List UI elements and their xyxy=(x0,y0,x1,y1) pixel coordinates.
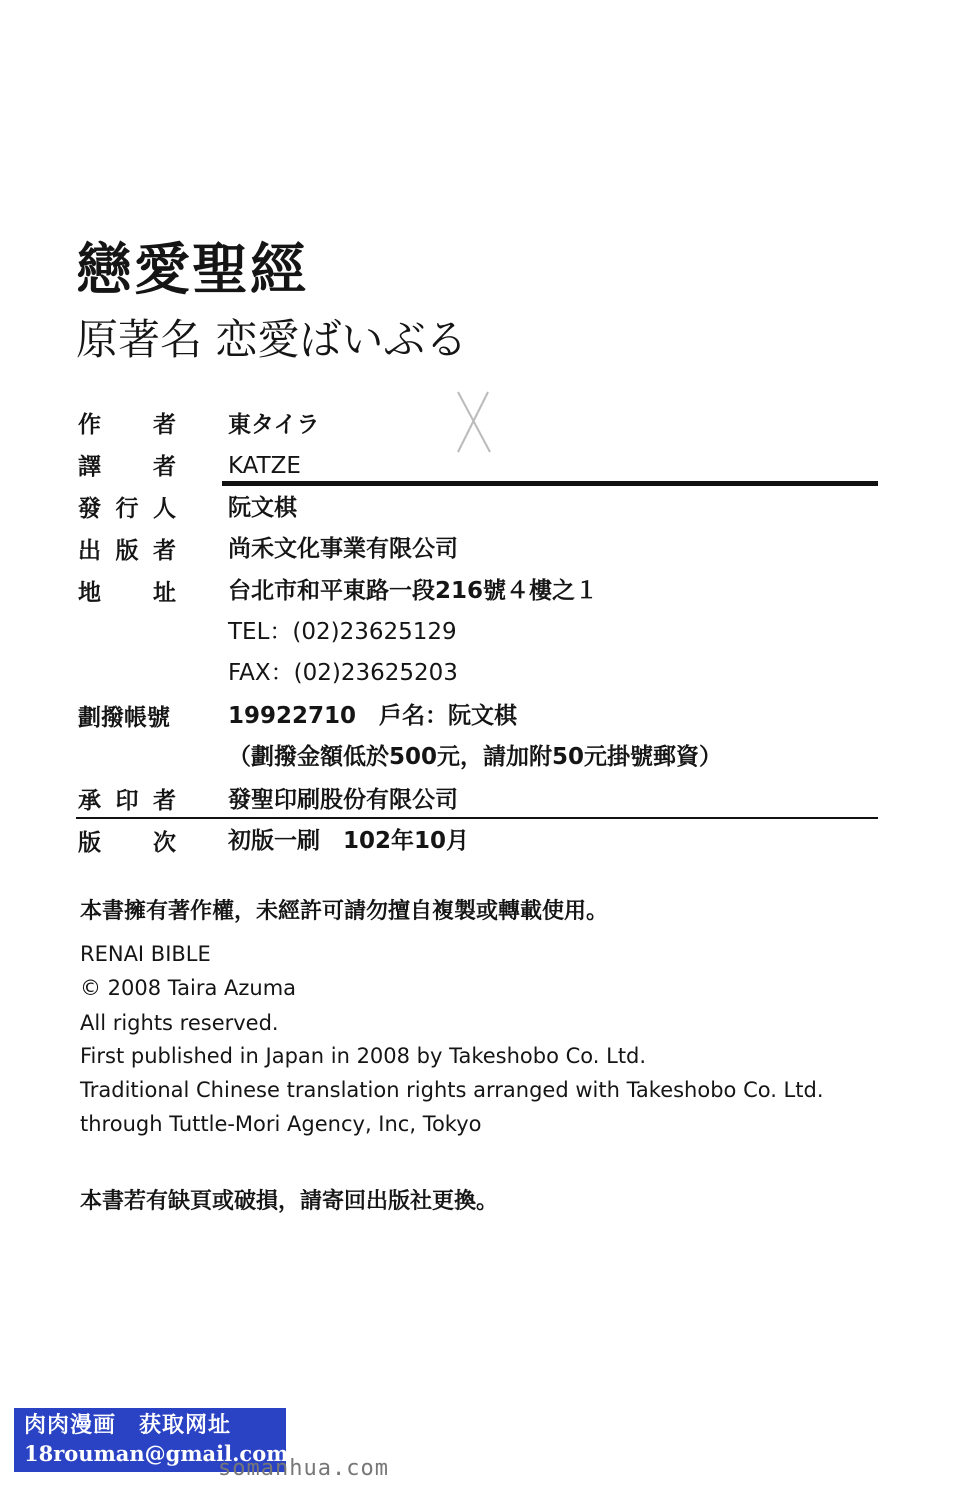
account-label: 劃撥帳號 xyxy=(78,705,170,731)
book-title: 戀愛聖經 xyxy=(76,238,308,303)
account-note: （劃撥金額低於500元，請加附50元掛號郵資） xyxy=(228,744,723,770)
copyright-line: First published in Japan in 2008 by Takeshobo Co. Ltd. xyxy=(80,1044,647,1068)
publisher-person-value: 阮文棋 xyxy=(228,495,297,521)
address-value: 台北市和平東路一段216號４樓之１ xyxy=(228,578,599,604)
copyright-line: through Tuttle-Mori Agency, Inc, Tokyo xyxy=(80,1112,482,1136)
printer-label: 承 印 者 xyxy=(78,788,176,814)
original-title: 原著名 恋愛ばいぶる xyxy=(76,315,468,364)
publisher-value: 尚禾文化事業有限公司 xyxy=(228,536,458,562)
translator-value: KATZE xyxy=(228,453,301,479)
copyright-line: © 2008 Taira Azuma xyxy=(80,976,297,1000)
address-label: 地 址 xyxy=(78,580,176,606)
promo-banner-email[interactable]: 18rouman@gmail.com xyxy=(24,1441,289,1466)
fax-value: FAX：(02)23625203 xyxy=(228,660,458,686)
copyright-line: All rights reserved. xyxy=(80,1011,279,1035)
copyright-line: Traditional Chinese translation rights arranged with Takeshobo Co. Ltd. xyxy=(80,1078,824,1102)
divider-thick xyxy=(222,481,878,486)
translator-label: 譯 者 xyxy=(78,454,176,480)
printer-value: 發聖印刷股份有限公司 xyxy=(228,787,458,813)
edition-value: 初版一刷 102年10月 xyxy=(228,828,470,854)
author-value: 東タイラ xyxy=(228,412,320,438)
account-value: 19922710 戶名：阮文棋 xyxy=(228,703,518,729)
copyright-notice: 本書擁有著作權，未經許可請勿擅自複製或轉載使用。 xyxy=(80,899,609,924)
replacement-notice: 本書若有缺頁或破損，請寄回出版社更換。 xyxy=(80,1189,499,1214)
publisher-person-label: 發 行 人 xyxy=(78,496,176,522)
promo-banner-title: 肉肉漫画 获取网址 xyxy=(24,1413,232,1438)
edition-label: 版 次 xyxy=(78,830,176,856)
author-label: 作 者 xyxy=(78,412,176,438)
divider-thin xyxy=(76,817,878,819)
publisher-label: 出 版 者 xyxy=(78,538,176,564)
tel-value: TEL：(02)23625129 xyxy=(228,619,457,645)
x-logo-mark xyxy=(452,388,496,456)
copyright-line: RENAI BIBLE xyxy=(80,942,211,966)
site-watermark: somanhua.com xyxy=(218,1456,389,1481)
